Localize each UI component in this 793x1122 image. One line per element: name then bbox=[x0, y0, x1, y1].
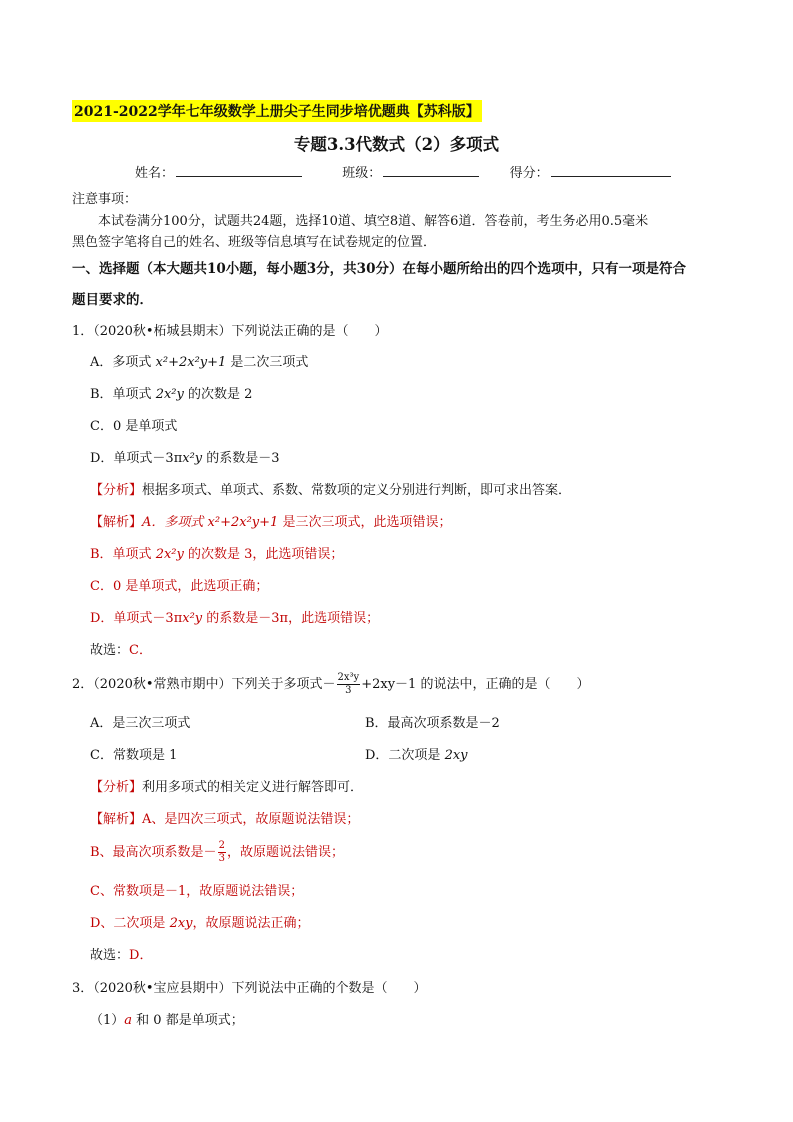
q2-solution-tag: 【解析】 bbox=[90, 812, 143, 827]
section-heading-line-2: 题目要求的． bbox=[72, 292, 153, 308]
q2-answer: 故选：D． bbox=[90, 948, 153, 963]
q2-analysis-tag: 【分析】 bbox=[90, 780, 143, 795]
q2-option-d: D．二次项是 2xy bbox=[365, 748, 468, 763]
q1-analysis: 【分析】根据多项式、单项式、系数、常数项的定义分别进行判断，即可求出答案． bbox=[90, 483, 572, 498]
q1-option-b: B．单项式 2x²y 的次数是 2 bbox=[90, 387, 253, 402]
q1-answer-value: C． bbox=[129, 643, 152, 658]
score-label: 得分： bbox=[509, 166, 549, 181]
q1-solution-line-1: 【解析】A．多项式 x²+2x²y+1 是三次三项式，此选项错误； bbox=[90, 515, 452, 530]
q2-option-a: A．是三次三项式 bbox=[90, 716, 191, 731]
q2-solution-line-1: 【解析】A、是四次三项式，故原题说法错误； bbox=[90, 812, 360, 827]
q2-solution-line-3: C、常数项是－1，故原题说法错误； bbox=[90, 884, 304, 899]
q1-stem: 1．（2020秋•柘城县期末）下列说法正确的是（ ） bbox=[72, 324, 388, 339]
q2-solution-fraction: $\frac{2}{3}$ bbox=[218, 840, 225, 864]
score-blank bbox=[551, 164, 671, 177]
q1-solution-line-2: B．单项式 2x²y 的次数是 3，此选项错误； bbox=[90, 547, 344, 562]
page-title: 专题3.3代数式（2）多项式 bbox=[293, 135, 500, 154]
notes-title: 注意事项： bbox=[72, 192, 138, 207]
q2-analysis: 【分析】利用多项式的相关定义进行解答即可． bbox=[90, 780, 364, 795]
q2-solution-line-4: D、二次项是 2xy，故原题说法正确； bbox=[90, 916, 310, 931]
q1-solution-line-4: D．单项式－3πx²y 的系数是－3π，此选项错误； bbox=[90, 611, 380, 626]
q1-option-a: A．多项式 x²+2x²y+1 是二次三项式 bbox=[90, 355, 309, 370]
name-blank bbox=[176, 164, 302, 177]
class-blank bbox=[383, 164, 479, 177]
q2-solution-line-2: B、最高次项系数是－ $\frac{2}{3}$ ，故原题说法错误； bbox=[90, 840, 344, 864]
q3-stem: 3．（2020秋•宝应县期中）下列说法中正确的个数是（ ） bbox=[72, 981, 427, 996]
student-info-row bbox=[135, 162, 671, 181]
notes-line-2: 黑色签字笔将自己的姓名、班级等信息填写在试卷规定的位置． bbox=[72, 235, 437, 250]
q1-option-d: D．单项式－3πx²y 的系数是－3 bbox=[90, 451, 280, 466]
q1-option-c: C．0 是单项式 bbox=[90, 419, 178, 434]
q2-answer-value: D． bbox=[129, 948, 153, 963]
section-heading-line-1: 一、选择题（本大题共10小题，每小题3分，共30分）在每小题所给出的四个选项中，只有一项是符合 bbox=[72, 261, 686, 277]
q2-option-b: B．最高次项系数是－2 bbox=[365, 716, 500, 731]
q3-item-1: （1）a 和 0 都是单项式； bbox=[90, 1013, 244, 1028]
q1-answer: 故选：C． bbox=[90, 643, 152, 658]
q1-analysis-tag: 【分析】 bbox=[90, 483, 143, 498]
name-label: 姓名： bbox=[135, 166, 175, 181]
q2-stem: 2．（2020秋•常熟市期中）下列关于多项式－ $\frac{\text{2x³y}}{3}$ +2xy－1 的说法中，正确的是（ ） bbox=[72, 672, 590, 696]
q2-fraction: $\frac{\text{2x³y}}{3}$ bbox=[337, 672, 360, 696]
class-label: 班级： bbox=[342, 166, 382, 181]
q1-solution-tag: 【解析】 bbox=[90, 515, 143, 530]
q1-solution-line-3: C．0 是单项式，此选项正确； bbox=[90, 579, 269, 594]
notes-line-1: 本试卷满分100分，试题共24题，选择10道、填空8道、解答6道．答卷前，考生务必用0.5毫米 bbox=[98, 214, 649, 229]
header-banner: 2021-2022学年七年级数学上册尖子生同步培优题典【苏科版】 bbox=[72, 100, 482, 122]
q2-option-c: C．常数项是 1 bbox=[90, 748, 178, 763]
